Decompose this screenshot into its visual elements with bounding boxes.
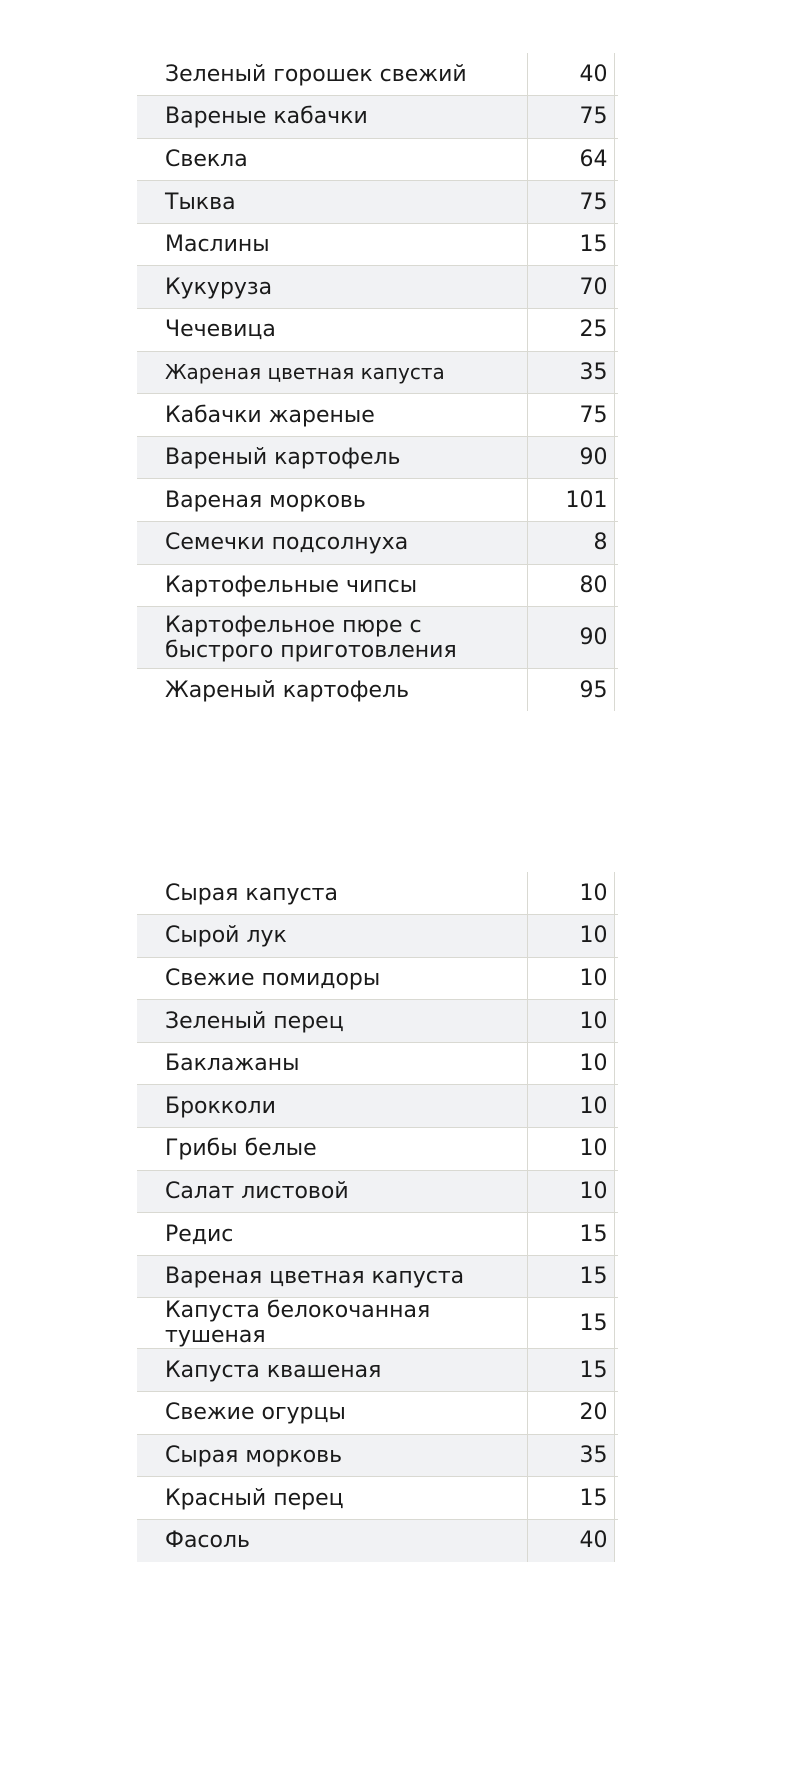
food-name: Свежие помидоры — [137, 957, 527, 1000]
table-row — [137, 223, 618, 266]
row-edge — [614, 1477, 618, 1520]
food-name: Вареный картофель — [137, 436, 527, 479]
food-value: 90 — [527, 607, 614, 669]
food-value: 15 — [527, 1255, 614, 1298]
food-name: Зеленый горошек свежий — [137, 53, 527, 96]
food-value: 10 — [527, 1170, 614, 1213]
table-row — [137, 872, 618, 915]
food-name: Картофельные чипсы — [137, 564, 527, 607]
table-row — [137, 1477, 618, 1520]
row-edge — [614, 915, 618, 958]
row-edge — [614, 1255, 618, 1298]
row-edge — [614, 1298, 618, 1349]
food-value: 10 — [527, 957, 614, 1000]
table-row — [137, 1213, 618, 1256]
food-name: Семечки подсолнуха — [137, 522, 527, 565]
row-edge — [614, 436, 618, 479]
table-row — [137, 96, 618, 139]
food-value: 20 — [527, 1392, 614, 1435]
row-edge — [614, 957, 618, 1000]
table-row — [137, 1000, 618, 1043]
row-edge — [614, 872, 618, 915]
row-edge — [614, 96, 618, 139]
food-value: 15 — [527, 1298, 614, 1349]
food-value: 75 — [527, 394, 614, 437]
food-value: 35 — [527, 1434, 614, 1477]
food-name: Капуста белокочанная тушеная — [137, 1298, 527, 1349]
food-value: 10 — [527, 1042, 614, 1085]
table-row — [137, 53, 618, 96]
row-edge — [614, 1392, 618, 1435]
table-row — [137, 1298, 618, 1349]
food-value: 70 — [527, 266, 614, 309]
food-name: Грибы белые — [137, 1128, 527, 1171]
food-name: Салат листовой — [137, 1170, 527, 1213]
food-name: Жареный картофель — [165, 677, 410, 703]
row-edge — [614, 564, 618, 607]
row-edge — [614, 607, 618, 669]
food-name: Жареная цветная капуста — [137, 351, 527, 394]
food-value: 40 — [527, 1519, 614, 1562]
food-value: 101 — [527, 479, 614, 522]
table-row — [137, 351, 618, 394]
table-row — [137, 181, 618, 224]
table-row — [137, 1519, 618, 1562]
table-row — [137, 915, 618, 958]
food-name: Свекла — [137, 138, 527, 181]
food-value: 40 — [527, 53, 614, 96]
food-value: 8 — [527, 522, 614, 565]
table-row — [137, 436, 618, 479]
table-row — [137, 1085, 618, 1128]
food-name: Кукуруза — [137, 266, 527, 309]
food-name: Зеленый перец — [137, 1000, 527, 1043]
food-value: 15 — [527, 1477, 614, 1520]
table-row — [137, 1170, 618, 1213]
food-value: 75 — [527, 181, 614, 224]
food-value: 10 — [527, 872, 614, 915]
food-value: 15 — [527, 1213, 614, 1256]
table-row — [137, 607, 618, 669]
food-name: Вареные кабачки — [137, 96, 527, 139]
food-value: 15 — [527, 1349, 614, 1392]
row-edge — [614, 266, 618, 309]
food-name: Красный перец — [137, 1477, 527, 1520]
food-value: 25 — [527, 309, 614, 352]
food-value: 35 — [527, 351, 614, 394]
table-row — [137, 522, 618, 565]
food-table-1 — [137, 53, 618, 711]
food-value: 64 — [527, 138, 614, 181]
table-row — [137, 1042, 618, 1085]
food-value: 80 — [527, 564, 614, 607]
row-edge — [614, 1042, 618, 1085]
row-edge — [614, 479, 618, 522]
food-name: Сырая капуста — [137, 872, 527, 915]
food-name: Брокколи — [137, 1085, 527, 1128]
food-value: 10 — [527, 1000, 614, 1043]
table-row — [137, 957, 618, 1000]
food-name: Тыква — [137, 181, 527, 224]
table-row — [137, 479, 618, 522]
row-edge — [614, 1000, 618, 1043]
row-edge — [614, 181, 618, 224]
food-name: Вареная цветная капуста — [137, 1255, 527, 1298]
food-value: 95 — [527, 669, 614, 712]
row-edge — [614, 223, 618, 266]
table-row — [137, 309, 618, 352]
row-edge — [614, 1519, 618, 1562]
row-edge — [614, 1434, 618, 1477]
food-value: 10 — [527, 1128, 614, 1171]
food-name: Кабачки жареные — [137, 394, 527, 437]
food-value: 90 — [527, 436, 614, 479]
table-row — [137, 1349, 618, 1392]
food-table-2 — [137, 872, 618, 1562]
food-name: Маслины — [137, 223, 527, 266]
table-row — [137, 138, 618, 181]
row-edge — [614, 309, 618, 352]
food-name: Сырая морковь — [137, 1434, 527, 1477]
food-name: Капуста квашеная — [137, 1349, 527, 1392]
row-edge — [614, 394, 618, 437]
food-value: 10 — [527, 1085, 614, 1128]
food-value: 15 — [527, 223, 614, 266]
food-name: Свежие огурцы — [137, 1392, 527, 1435]
table-row — [137, 1434, 618, 1477]
row-edge — [614, 1128, 618, 1171]
table-row — [137, 1128, 618, 1171]
table-row — [137, 1255, 618, 1298]
food-name: Сырой лук — [137, 915, 527, 958]
food-name: Баклажаны — [137, 1042, 527, 1085]
food-value: 10 — [527, 915, 614, 958]
row-edge — [614, 669, 618, 712]
table-row — [137, 394, 618, 437]
food-name: Чечевица — [137, 309, 527, 352]
row-edge — [614, 53, 618, 96]
food-name: Редис — [137, 1213, 527, 1256]
food-name: Картофельное пюре с быстрого приготовления — [137, 607, 527, 669]
table-row — [137, 564, 618, 607]
table-row — [137, 669, 618, 712]
row-edge — [614, 138, 618, 181]
table-row — [137, 1392, 618, 1435]
row-edge — [614, 522, 618, 565]
row-edge — [614, 1085, 618, 1128]
food-name: Вареная морковь — [137, 479, 527, 522]
row-edge — [614, 1349, 618, 1392]
row-edge — [614, 351, 618, 394]
food-value: 75 — [527, 96, 614, 139]
table-row — [137, 266, 618, 309]
row-edge — [614, 1213, 618, 1256]
row-edge — [614, 1170, 618, 1213]
food-name: Фасоль — [165, 1528, 251, 1554]
